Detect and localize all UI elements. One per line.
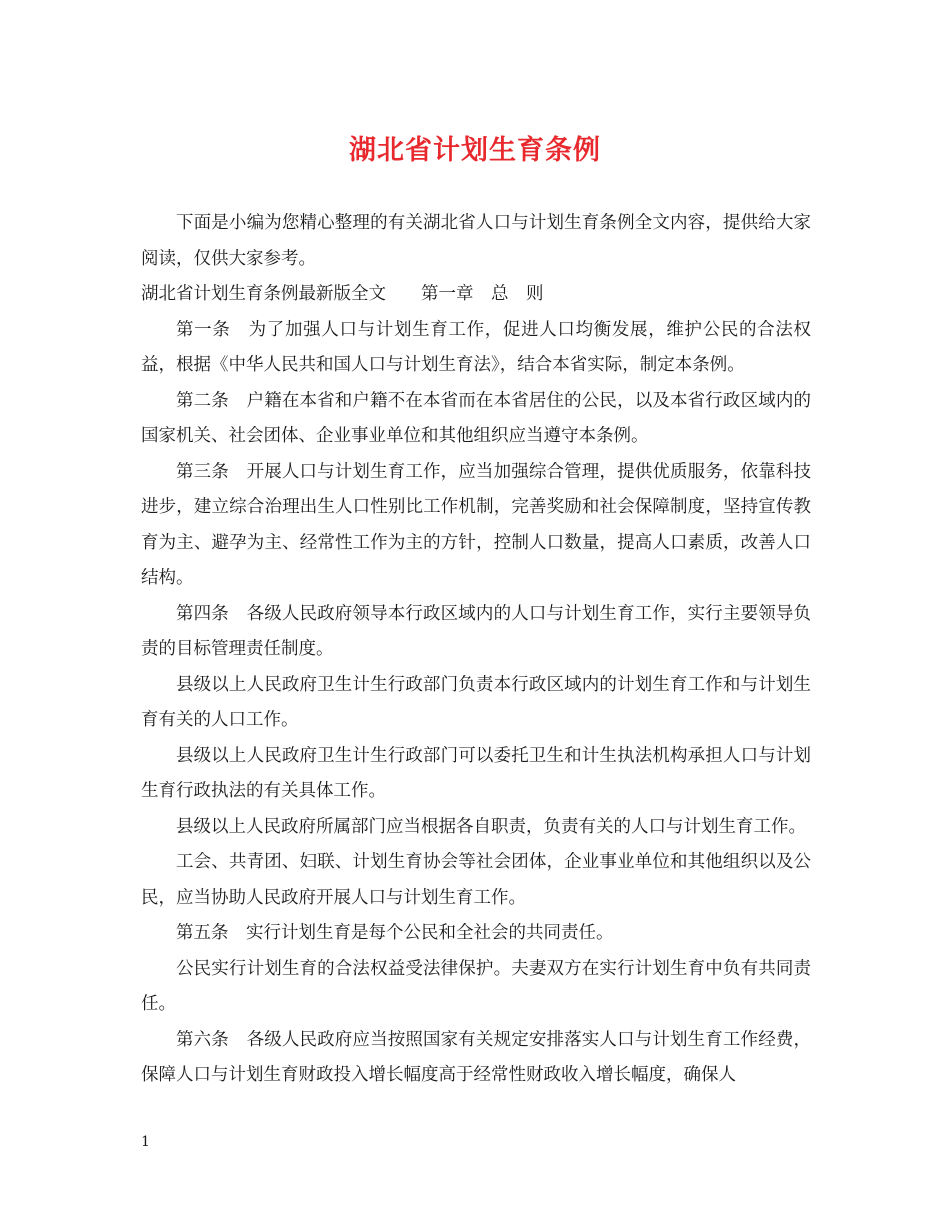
chapter-heading: 湖北省计划生育条例最新版全文 第一章 总 则 xyxy=(141,284,544,304)
article-5: 第五条 实行计划生育是每个公民和全社会的共同责任。 xyxy=(176,923,614,943)
document-title: 湖北省计划生育条例 xyxy=(349,135,601,166)
article-3: 第三条 开展人口与计划生育工作，应当加强综合管理，提供优质服务，依靠科技进步，建立综合治理出生人口性别比工作机制，完善奖励和社会保障制度，坚持宣传教育为主、避孕为主、经常性工作为主的方针，控制人口数量，提高人口素质，改善人口结构。 xyxy=(141,461,811,588)
page-number: 1 xyxy=(141,1134,150,1150)
article-4-clause-5: 工会、共青团、妇联、计划生育协会等社会团体，企业事业单位和其他组织以及公民，应当协助人民政府开展人口与计划生育工作。 xyxy=(141,852,811,908)
article-2: 第二条 户籍在本省和户籍不在本省而在本省居住的公民，以及本省行政区域内的国家机关、社会团体、企业事业单位和其他组织应当遵守本条例。 xyxy=(141,390,811,446)
article-4-clause-2: 县级以上人民政府卫生计生行政部门负责本行政区域内的计划生育工作和与计划生育有关的人口工作。 xyxy=(141,674,811,730)
article-4-clause-3: 县级以上人民政府卫生计生行政部门可以委托卫生和计生执法机构承担人口与计划生育行政执法的有关具体工作。 xyxy=(141,745,811,801)
article-6: 第六条 各级人民政府应当按照国家有关规定安排落实人口与计划生育工作经费，保障人口与计划生育财政投入增长幅度高于经常性财政收入增长幅度，确保人 xyxy=(141,1029,811,1085)
article-5-clause-2: 公民实行计划生育的合法权益受法律保护。夫妻双方在实行计划生育中负有共同责任。 xyxy=(141,958,811,1014)
article-4: 第四条 各级人民政府领导本行政区域内的人口与计划生育工作，实行主要领导负责的目标管理责任制度。 xyxy=(141,603,811,659)
intro-paragraph: 下面是小编为您精心整理的有关湖北省人口与计划生育条例全文内容，提供给大家阅读，仅供大家参考。 xyxy=(141,213,811,269)
document-body xyxy=(141,206,811,1094)
article-4-clause-4: 县级以上人民政府所属部门应当根据各自职责，负责有关的人口与计划生育工作。 xyxy=(176,816,806,837)
article-1: 第一条 为了加强人口与计划生育工作，促进人口均衡发展，维护公民的合法权益，根据《中华人民共和国人口与计划生育法》，结合本省实际，制定本条例。 xyxy=(141,319,811,375)
